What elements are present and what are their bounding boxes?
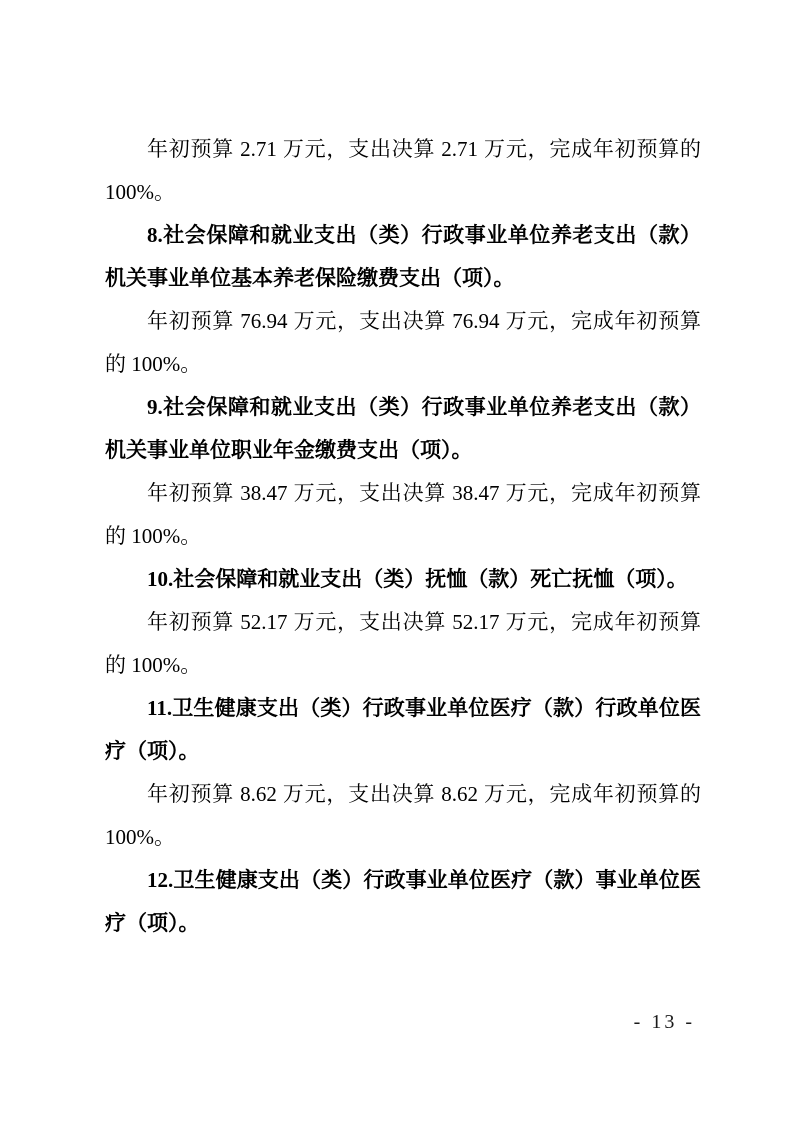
expense-item-heading-10: 10.社会保障和就业支出（类）抚恤（款）死亡抚恤（项）。 (147, 567, 688, 591)
expense-item-heading-8: 8.社会保障和就业支出（类）行政事业单位养老支出（款）机关事业单位基本养老保险缴费支出（项）。 (105, 223, 701, 290)
expense-item-heading-12: 12.卫生健康支出（类）行政事业单位医疗（款）事业单位医疗（项）。 (105, 868, 701, 935)
budget-paragraph: 年初预算 38.47 万元，支出决算 38.47 万元，完成年初预算的 100%。 (105, 481, 701, 548)
document-body (105, 128, 701, 945)
page-number: - 13 - (633, 1011, 695, 1033)
budget-paragraph: 年初预算 76.94 万元，支出决算 76.94 万元，完成年初预算的 100%。 (105, 309, 701, 376)
budget-paragraph: 年初预算 2.71 万元，支出决算 2.71 万元，完成年初预算的 100%。 (105, 137, 701, 204)
expense-item-heading-9: 9.社会保障和就业支出（类）行政事业单位养老支出（款）机关事业单位职业年金缴费支出（项）。 (105, 395, 701, 462)
expense-item-heading-11: 11.卫生健康支出（类）行政事业单位医疗（款）行政单位医疗（项）。 (105, 696, 701, 763)
budget-paragraph: 年初预算 8.62 万元，支出决算 8.62 万元，完成年初预算的 100%。 (105, 782, 701, 849)
budget-paragraph: 年初预算 52.17 万元，支出决算 52.17 万元，完成年初预算的 100%。 (105, 610, 701, 677)
